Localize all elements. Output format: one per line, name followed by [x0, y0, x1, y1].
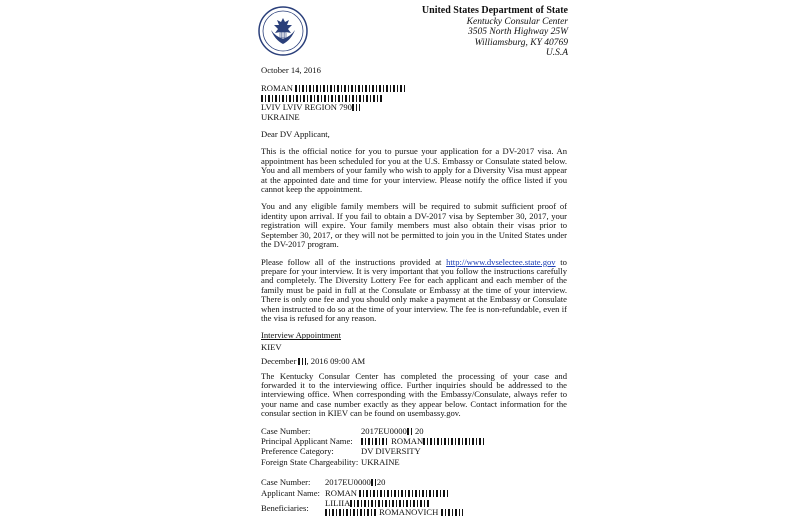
appointment-date — [261, 357, 567, 366]
case-info-table-2 — [261, 478, 463, 519]
appointment-month: December — [261, 356, 297, 367]
redacted-text — [325, 509, 377, 516]
table-row — [261, 499, 463, 519]
recipient-city-line — [261, 103, 567, 112]
preference-value: DV DIVERSITY — [361, 446, 421, 457]
letterhead-line: Williamsburg, KY 40769 — [474, 37, 568, 48]
redacted-text — [359, 490, 449, 497]
recipient-name: ROMAN — [261, 83, 293, 94]
beneficiary-name: ROMANOVICH — [379, 507, 439, 518]
beneficiaries-label: Beneficiaries: — [261, 502, 309, 513]
applicant-label: Applicant Name: — [261, 487, 320, 498]
salutation: Dear DV Applicant, — [261, 129, 330, 140]
appointment-time: , 2016 09:00 AM — [306, 356, 366, 367]
appointment-title: Interview Appointment — [261, 330, 341, 341]
applicant-name: ROMAN — [325, 487, 357, 498]
case-number-prefix: 2017EU0000 — [361, 425, 407, 436]
table-row — [261, 489, 463, 499]
case-number-label: Case Number: — [261, 477, 311, 488]
case-number-suffix: 20 — [415, 425, 424, 436]
recipient-country: UKRAINE — [261, 111, 300, 122]
redacted-text — [352, 104, 360, 111]
beneficiary-name: LILIIA — [325, 498, 351, 509]
chargeability-value: UKRAINE — [361, 456, 400, 467]
state-department-seal-icon — [258, 6, 308, 56]
paragraph-identity: You and any eligible family members will be required to submit sufficient proof of identity upon arrival. If you fail to obtain a DV-2017 visa by September 30, 2017, your registration will expire. Your family members must also obtain their visas prior to September 30, 2017, or they will not be permitted to join you in the United States under the DV-2017 program. — [261, 201, 567, 250]
preference-label: Preference Category: — [261, 446, 334, 457]
chargeability-label: Foreign State Chargeability: — [261, 456, 359, 467]
paragraph-instructions — [261, 258, 567, 324]
paragraph-processing: The Kentucky Consular Center has completed the processing of your case and forwarded it to the interviewing office. Further inquiries should be addressed to the interviewing office. When corresponding with the Embassy/Consulate, always refer to your name and case number exactly as they appear below. Contact information for the consular section in KIEV can be found on usembassy.gov. — [261, 370, 567, 419]
case-number-suffix: 20 — [376, 477, 386, 488]
redacted-text — [350, 500, 430, 507]
instructions-text: Please follow all of the instructions provided at — [261, 256, 447, 267]
principal-name: ROMAN — [391, 436, 424, 446]
case-number-prefix: 2017EU0000 — [325, 477, 371, 488]
beneficiaries-value — [325, 499, 463, 519]
letterhead-line: 3505 North Highway 25W — [467, 27, 568, 37]
appointment-city: KIEV — [261, 341, 282, 352]
redacted-text — [295, 85, 405, 92]
recipient-city: LVIV LVIV REGION 790 — [261, 102, 352, 113]
dvselectee-link[interactable]: http://www.dvselectee.state.gov — [446, 256, 556, 267]
recipient-name-line — [261, 84, 567, 93]
redacted-text — [361, 438, 389, 445]
case-number-label: Case Number: — [261, 425, 311, 436]
redacted-text — [423, 438, 485, 445]
table-row — [261, 458, 485, 468]
letterhead-line: Kentucky Consular Center — [466, 16, 568, 27]
recipient-address — [261, 84, 567, 122]
principal-label: Principal Applicant Name: — [261, 436, 353, 446]
paragraph-notice: This is the official notice for you to pursue your application for a DV-2017 visa. An appointment has been scheduled for you at the U.S. Embassy or Consulate stated below. You and all members of your family who wish to apply for a Diversity Visa must appear at the appointed date and time for your interview. Please notify the office listed if you cannot keep the appointment. — [261, 146, 567, 195]
letterhead-org: United States Department of State — [421, 5, 568, 16]
case-info-table — [261, 427, 485, 469]
letter-date: October 14, 2016 — [261, 65, 321, 75]
letterhead — [422, 6, 568, 59]
beneficiary-line — [325, 508, 463, 517]
redacted-text — [261, 95, 383, 102]
redacted-text — [407, 428, 413, 435]
letter-body — [261, 66, 567, 519]
letterhead-line: U.S.A — [545, 48, 568, 58]
instructions-text: to prepare for your interview. It is very important that you follow the instructions carefully and completely. The Diversity Lottery Fee for each applicant and each member of the family must be paid in full at the Consulate or Embassy at the time of your interview. There is only one fee and you should only make a payment at the Embassy or Consulate when instructed to do so at the time of your interview. The fee is non-refundable, even if the visa is refused for any reason. — [261, 256, 567, 323]
redacted-text — [441, 509, 463, 516]
